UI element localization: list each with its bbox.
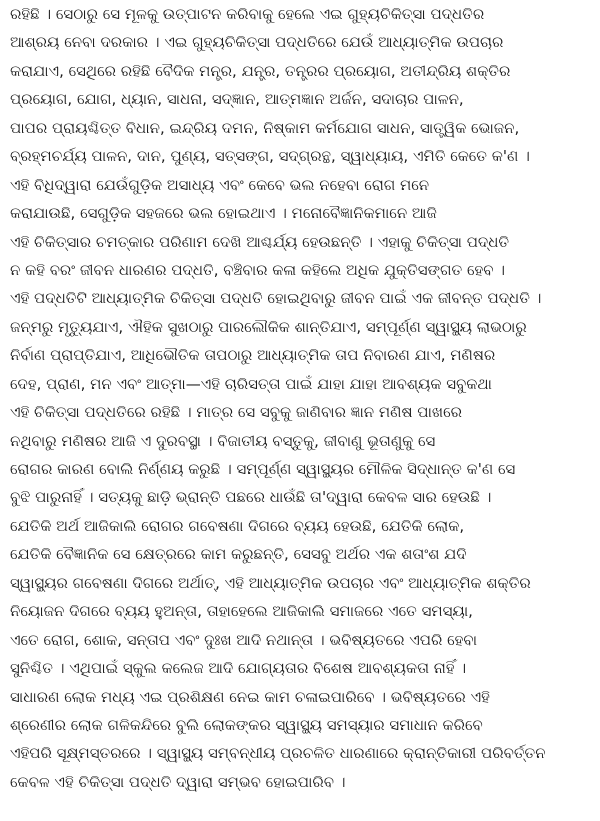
text-line: ଦେହ, ପ୍ରାଣ, ମନ ଏବଂ ଆତ୍ମା—ଏହି ଚାରିସତ୍ତା ପାଇଁ ଯାହା ଯାହା ଆବଶ୍ୟକ ସବୁକଥା	[10, 374, 492, 393]
text-line: କରାଯାଏ, ସେଥିରେ ରହିଛି ବୈଦିକ ମନ୍ତ୍ର, ଯନ୍ତ୍ର, ତନ୍ତ୍ରର ପ୍ରୟୋଗ, ଅତୀନ୍ଦ୍ରିୟ ଶକ୍ତିର	[10, 61, 511, 80]
text-line: ପାପର ପ୍ରାୟଶ୍ଚିତ୍ତ ବିଧାନ, ଇନ୍ଦ୍ରିୟ ଦମନ, ନିଷ୍କାମ କର୍ମଯୋଗ ସାଧନ, ସାତ୍ତ୍ୱିକ ଭୋଜନ,	[10, 118, 520, 137]
text-line: ନିୟୋଜନ ଦିଗରେ ବ୍ୟୟ ହୁଅନ୍ତା, ତାହାହେଲେ ଆଜିକାଲି ସମାଜରେ ଏତେ ସମସ୍ୟା,	[10, 602, 473, 621]
text-line: ଜନ୍ମରୁ ମୃତ୍ୟୁଯାଏ, ଐହିକ ସୁଖଠାରୁ ପାରଲୌକିକ ଶାନ୍ତିଯାଏ, ସମ୍ପୂର୍ଣ୍ଣ ସ୍ୱାସ୍ଥ୍ୟ ଲାଭଠାରୁ	[10, 317, 527, 336]
body-text	[10, 0, 596, 796]
text-line: ନଥିବାରୁ ମଣିଷର ଆଜି ଏ ଦୁରବସ୍ଥା । ବିଜାତୀୟ ବସ୍ତୁକୁ, ଜୀବାଣୁ ଭୂତାଣୁକୁ ସେ	[10, 431, 436, 450]
text-line: ବୁଝି ପାରୁନାହିଁ । ସତ୍ୟକୁ ଛାଡ଼ି ଭ୍ରାନ୍ତି ପଛରେ ଧାଉଁଛି ତା'ଦ୍ୱାରା କେବଳ ସାର ହେଉଛି ।	[10, 488, 492, 507]
text-line: କରାଯାଉଛି, ସେଗୁଡ଼ିକ ସହଜରେ ଭଲ ହୋଇଥାଏ । ମନୋବୈଜ୍ଞାନିକମାନେ ଆଜି	[10, 204, 437, 223]
text-line: ଯେତିକି ଅର୍ଥ ଆଜିକାଲି ରୋଗର ଗବେଷଣା ଦିଗରେ ବ୍ୟୟ ହେଉଛି, ଯେତିକି ଲୋକ,	[10, 516, 465, 535]
text-line: ପ୍ରୟୋଗ, ଯୋଗ, ଧ୍ୟାନ, ସାଧନା, ସଦ୍‌ଜ୍ଞାନ, ଆତ୍ମଜ୍ଞାନ ଅର୍ଜନ, ସଦାଚାର ପାଳନ,	[10, 90, 464, 109]
text-line: ନିର୍ବାଣ ପ୍ରାପ୍ତିଯାଏ, ଆଧିଭୌତିକ ତାପଠାରୁ ଆଧ୍ୟାତ୍ମିକ ତାପ ନିବାରଣ ଯାଏ, ମଣିଷର	[10, 346, 496, 365]
text-line: ଏତେ ରୋଗ, ଶୋକ, ସନ୍ତାପ ଏବଂ ଦୁଃଖ ଆଦି ନଥାନ୍ତା । ଭବିଷ୍ୟତରେ ଏପରି ହେବା	[10, 630, 478, 649]
text-line: ସାଧାରଣ ଲୋକ ମଧ୍ୟ ଏଇ ପ୍ରଶିକ୍ଷଣ ନେଇ କାମ ଚଳାଇପାରିବେ । ଭବିଷ୍ୟତରେ ଏହି	[10, 687, 490, 706]
text-line: ଶ୍ରେଣୀର ଲୋକ ଗଳିକନ୍ଦିରେ ବୁଲି ଲୋକଙ୍କର ସ୍ୱାସ୍ଥ୍ୟ ସମସ୍ୟାର ସମାଧାନ କରିବେ	[10, 715, 483, 734]
text-line: ଏହି ପଦ୍ଧତିଟି ଆଧ୍ୟାତ୍ମିକ ଚିକିତ୍ସା ପଦ୍ଧତି ହୋଇଥିବାରୁ ଜୀବନ ପାଇଁ ଏକ ଜୀବନ୍ତ ପଦ୍ଧତି ।	[10, 289, 542, 308]
text-line: ରୋଗର କାରଣ ବୋଲି ନିର୍ଣ୍ଣୟ କରୁଛି । ସମ୍ପୂର୍ଣ୍ଣ ସ୍ୱାସ୍ଥ୍ୟର ମୌଳିକ ସିଦ୍ଧାନ୍ତ କ'ଣ ସେ	[10, 460, 516, 478]
text-line: ସୁନିଶ୍ଚିତ । ଏଥିପାଇଁ ସ୍କୁଲ କଲେଜ ଆଦି ଯୋଗ୍ୟତାର ବିଶେଷ ଆବଶ୍ୟକତା ନାହିଁ ।	[10, 659, 467, 678]
text-line: ଏହି ବିଧିଦ୍ୱାରା ଯେଉଁଗୁଡ଼ିକ ଅସାଧ୍ୟ ଏବଂ କେବେ ଭଲ ନହେବା ରୋଗ ମନେ	[10, 175, 430, 194]
text-line: ନ କହି ବରଂ ଜୀବନ ଧାରଣର ପଦ୍ଧତି, ବଞ୍ଚିବାର କଳା କହିଲେ ଅଧିକ ଯୁକ୍ତିସଙ୍ଗତ ହେବ ।	[10, 260, 505, 279]
text-line: ଏହିପରି ସୂକ୍ଷ୍ମସ୍ତରରେ । ସ୍ୱାସ୍ଥ୍ୟ ସମ୍ବନ୍ଧୀୟ ପ୍ରଚଳିତ ଧାରଣାରେ କ୍ରାନ୍ତିକାରୀ ପରିବର୍ତ୍ତନ	[10, 744, 546, 763]
text-line: ଆଶ୍ରୟ ନେବା ଦରକାର । ଏଇ ଗୁହ୍ୟଚିକିତ୍ସା ପଦ୍ଧତିରେ ଯେଉଁ ଆଧ୍ୟାତ୍ମିକ ଉପଚାର	[10, 33, 504, 52]
text-line: ଏହି ଚିକିତ୍ସାର ଚମତ୍କାର ପରିଣାମ ଦେଖି ଆଶ୍ଚର୍ଯ୍ୟ ହେଉଛନ୍ତି । ଏହାକୁ ଚିକିତ୍ସା ପଦ୍ଧତି	[10, 232, 510, 251]
text-line: କେବଳ ଏହି ଚିକିତ୍ସା ପଦ୍ଧତି ଦ୍ୱାରା ସମ୍ଭବ ହୋଇପାରିବ ।	[10, 772, 346, 791]
text-line: ରହିଛି । ସେଠାରୁ ସେ ମୂଳକୁ ଉତ୍ପାଟନ କରିବାକୁ ହେଲେ ଏଇ ଗୁହ୍ୟଚିକିତ୍ସା ପଦ୍ଧତିର	[10, 5, 485, 23]
text-line: ସ୍ୱାସ୍ଥ୍ୟର ଗବେଷଣା ଦିଗରେ ଅର୍ଥାତ୍, ଏହି ଆଧ୍ୟାତ୍ମିକ ଉପଚାର ଏବଂ ଆଧ୍ୟାତ୍ମିକ ଶକ୍ତିର	[10, 573, 531, 592]
text-line: ଯେତିକି ବୈଜ୍ଞାନିକ ସେ କ୍ଷେତ୍ରରେ କାମ କରୁଛନ୍ତି, ସେସବୁ ଅର୍ଥର ଏକ ଶତାଂଶ ଯଦି	[10, 545, 467, 564]
text-line: ବ୍ରହ୍ମଚର୍ଯ୍ୟ ପାଳନ, ଦାନ, ପୁଣ୍ୟ, ସତ୍‌ସଙ୍ଗ, ସଦ୍‌ଗ୍ରନ୍ଥ, ସ୍ୱାଧ୍ୟାୟ, ଏମିତି କେତେ କ'ଣ ।	[10, 147, 530, 166]
text-line: ଏହି ଚିକିତ୍ସା ପଦ୍ଧତିରେ ରହିଛି । ମାତ୍ର ସେ ସବୁକୁ ଜାଣିବାର ଜ୍ଞାନ ମଣିଷ ପାଖରେ	[10, 403, 463, 422]
